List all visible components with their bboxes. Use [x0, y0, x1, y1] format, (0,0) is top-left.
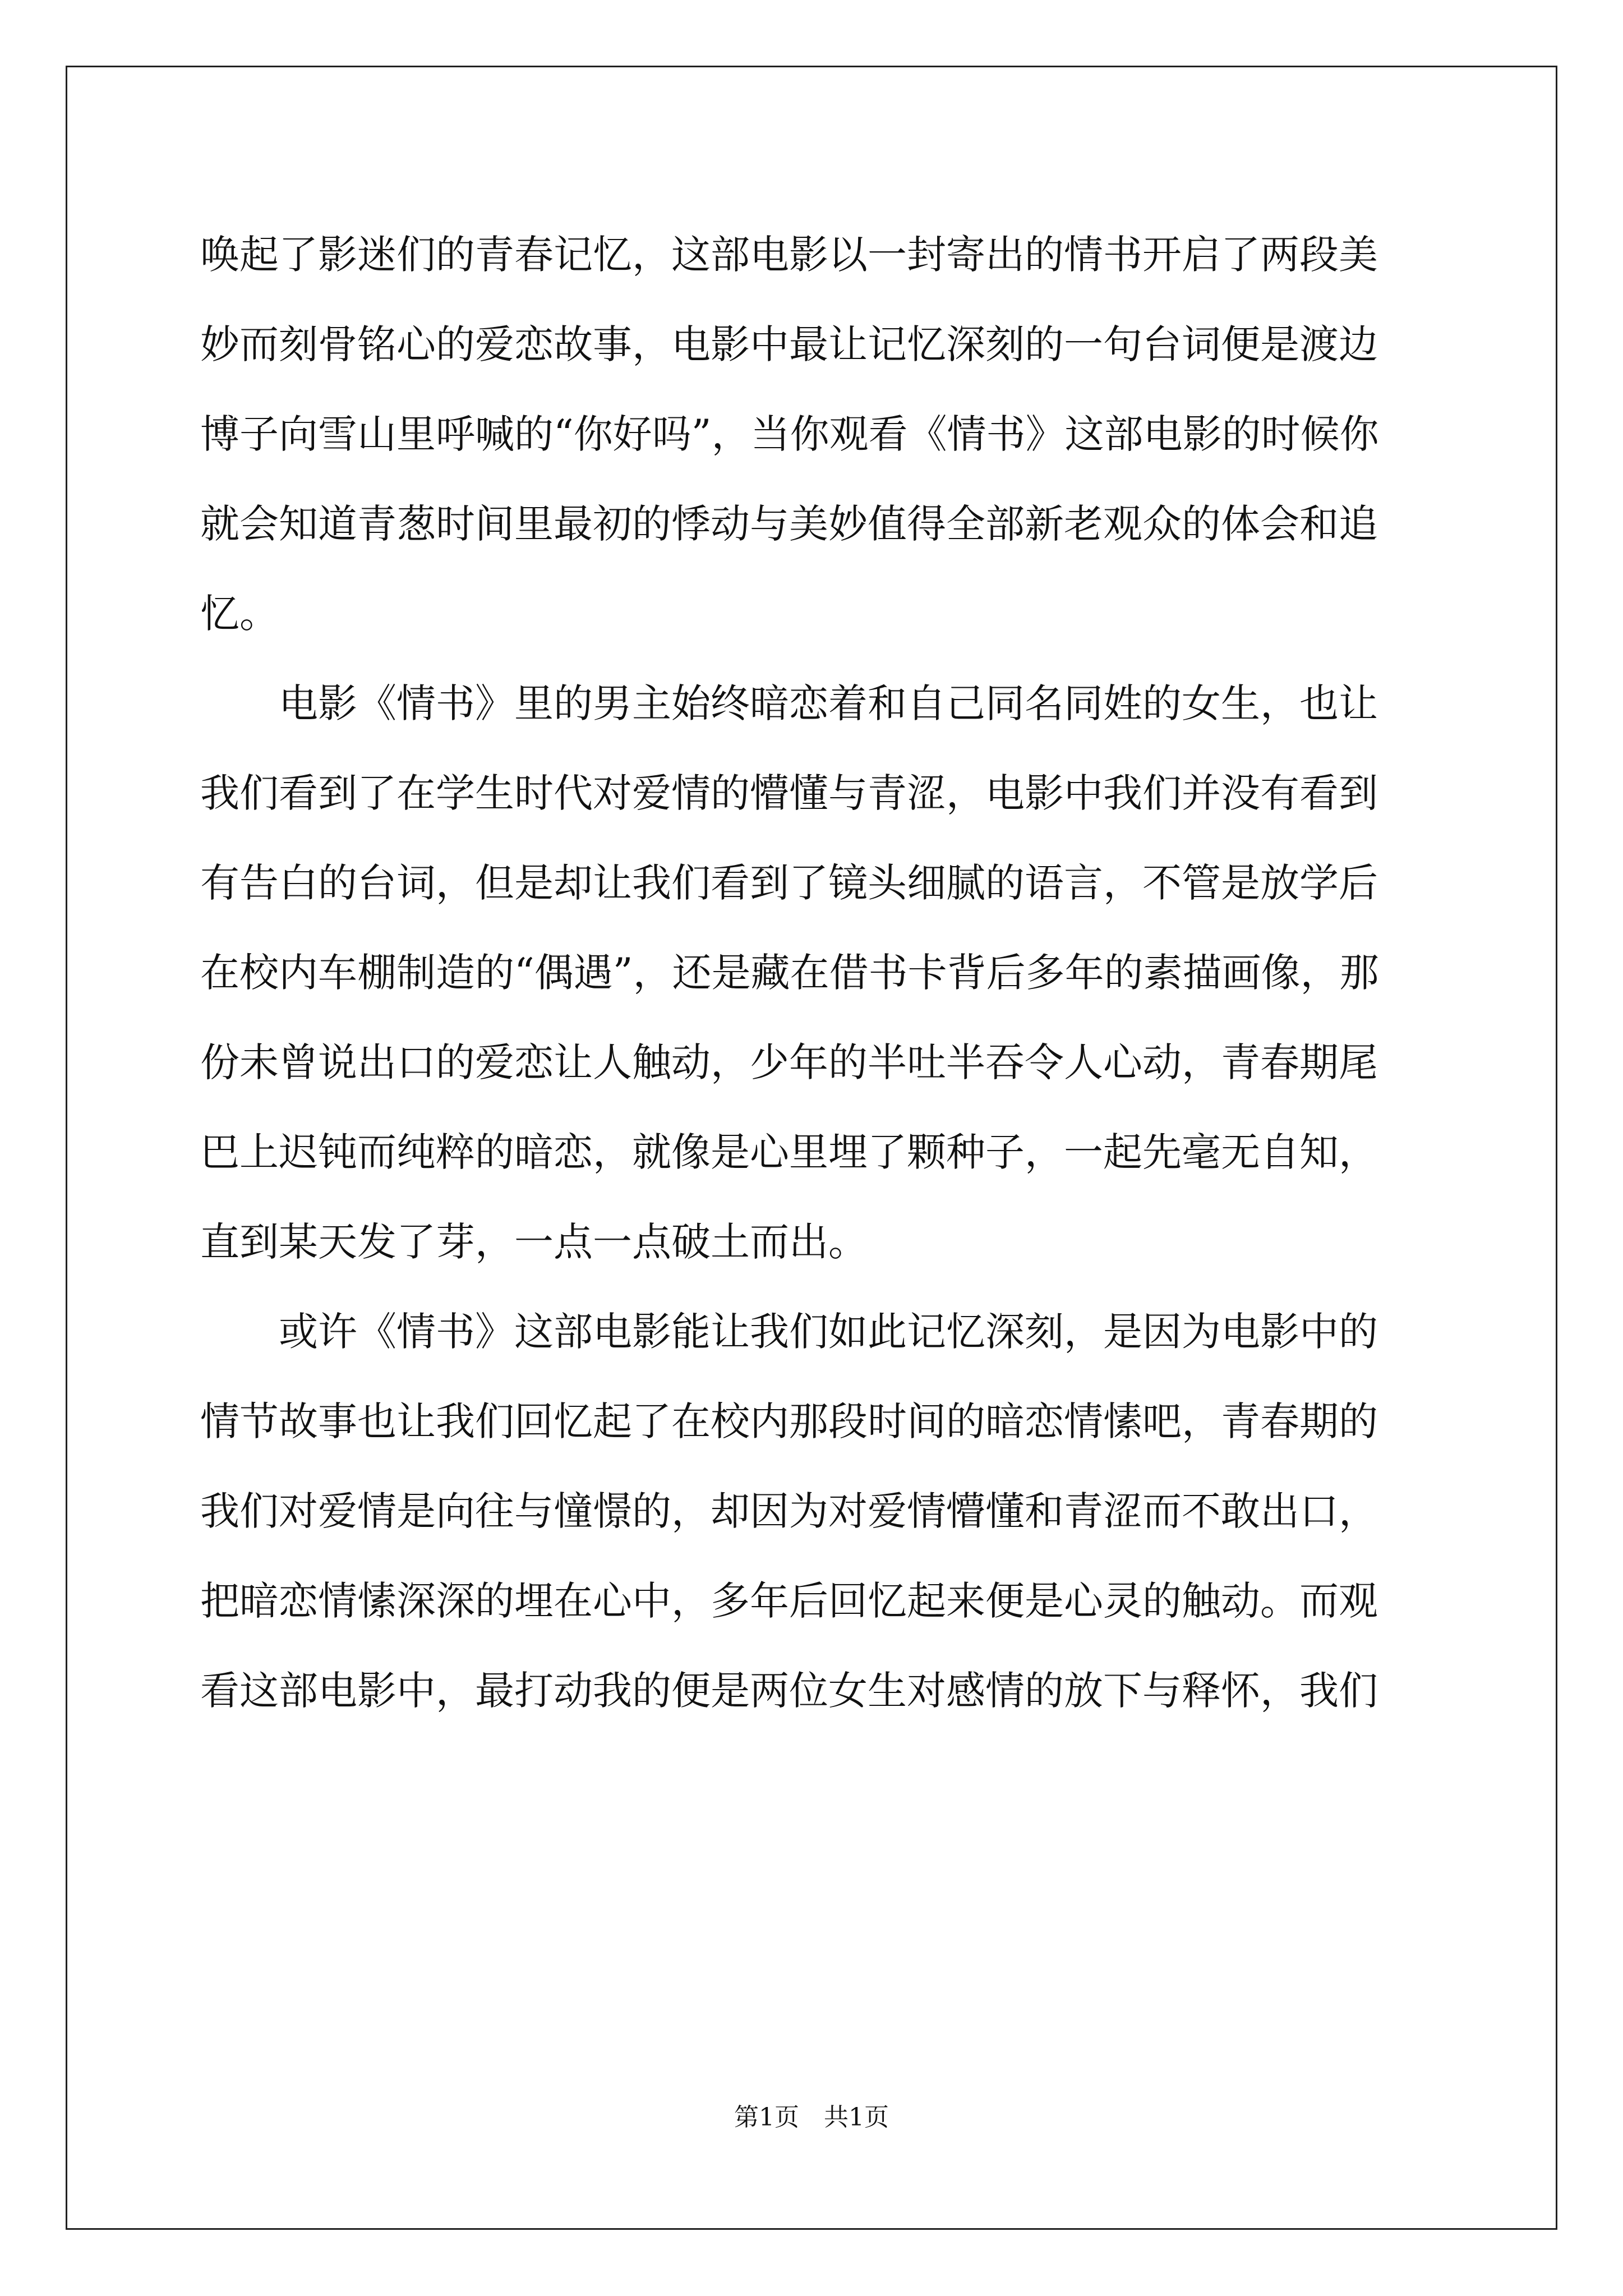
text-line: 唤起了影迷们的青春记忆，这部电影以一封寄出的情书开启了两段美 — [200, 232, 1378, 278]
page-number: 第1页 共1页 — [734, 2103, 889, 2132]
paragraph-start-line: 或许《情书》这部电影能让我们如此记忆深刻，是因为电影中的 — [279, 1309, 1378, 1355]
text-line: 我们看到了在学生时代对爱情的懵懂与青涩，电影中我们并没有看到 — [200, 770, 1378, 816]
text-line: 直到某天发了芽，一点一点破土而出。 — [200, 1219, 868, 1265]
text-line: 有告白的台词，但是却让我们看到了镜头细腻的语言，不管是放学后 — [200, 860, 1378, 906]
text-line: 在校内车棚制造的“偶遇”，还是藏在借书卡背后多年的素描画像，那 — [200, 950, 1379, 996]
text-line: 看这部电影中，最打动我的便是两位女生对感情的放下与释怀，我们 — [200, 1668, 1378, 1714]
paragraph-start-line: 电影《情书》里的男主始终暗恋着和自己同名同姓的女生，也让 — [279, 680, 1378, 726]
text-line: 忆。 — [200, 591, 279, 637]
text-line: 份未曾说出口的爱恋让人触动，少年的半吐半吞令人心动，青春期尾 — [200, 1039, 1378, 1085]
document-body — [200, 210, 1432, 1736]
page-footer — [0, 2101, 1623, 2134]
text-line: 我们对爱情是向往与憧憬的，却因为对爱情懵懂和青涩而不敢出口， — [200, 1488, 1378, 1534]
text-line: 把暗恋情愫深深的埋在心中，多年后回忆起来便是心灵的触动。而观 — [200, 1578, 1378, 1624]
text-line: 妙而刻骨铭心的爱恋故事，电影中最让记忆深刻的一句台词便是渡边 — [200, 321, 1378, 367]
text-line: 情节故事也让我们回忆起了在校内那段时间的暗恋情愫吧，青春期的 — [200, 1398, 1378, 1444]
text-line: 巴上迟钝而纯粹的暗恋，就像是心里埋了颗种子，一起先毫无自知， — [200, 1129, 1378, 1175]
text-line: 就会知道青葱时间里最初的悸动与美妙值得全部新老观众的体会和追 — [200, 501, 1378, 547]
text-line: 博子向雪山里呼喊的“你好吗”，当你观看《情书》这部电影的时候你 — [200, 411, 1379, 457]
